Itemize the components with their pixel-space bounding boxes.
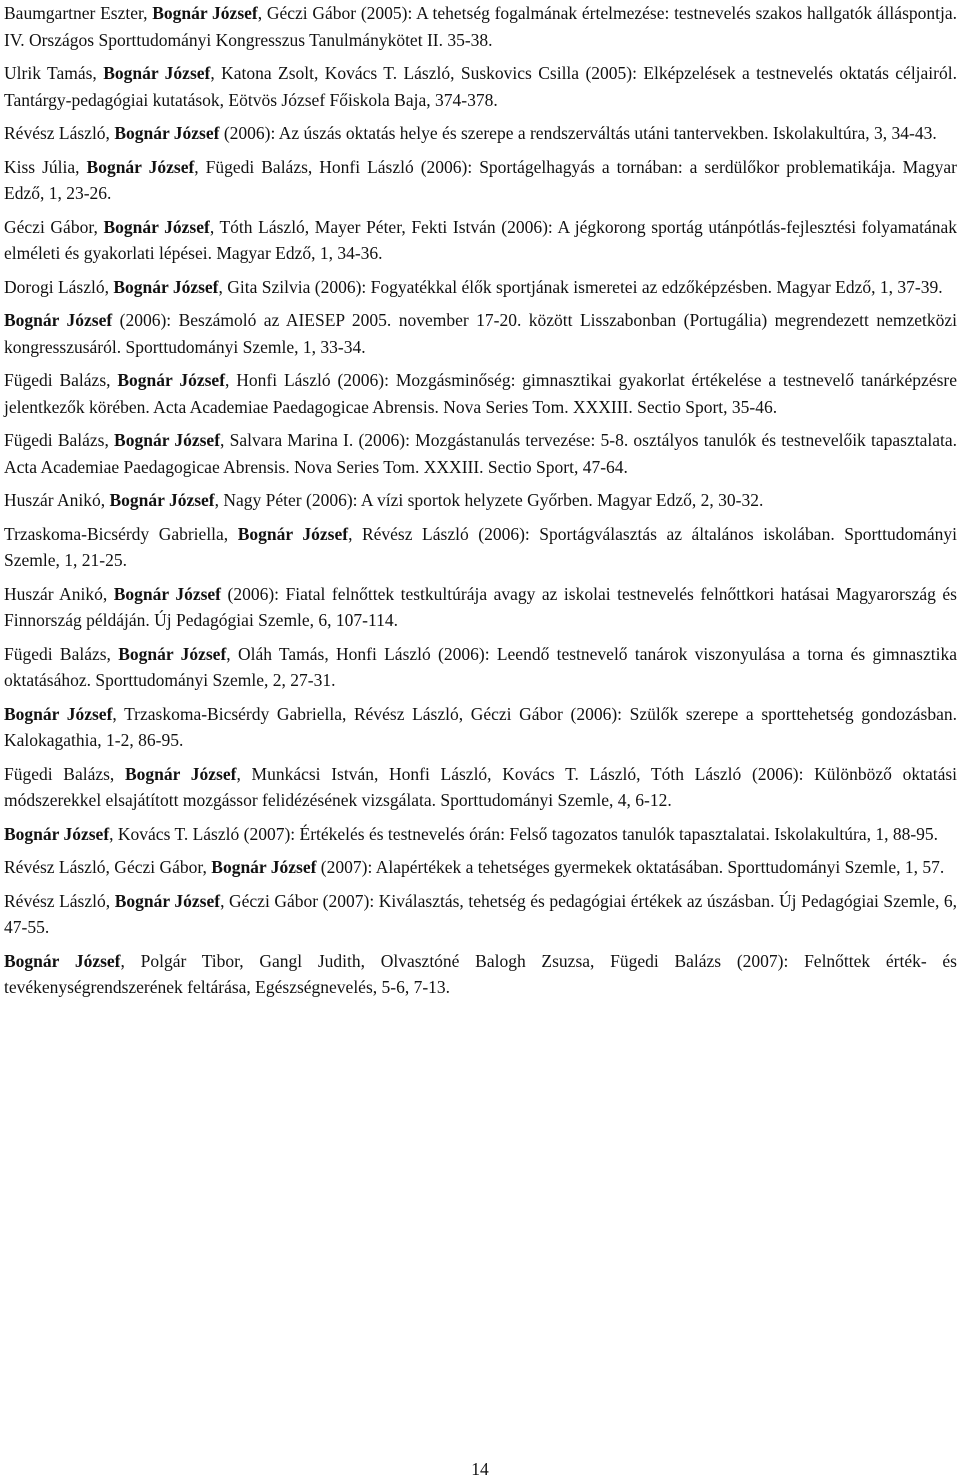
- reference-authors-before: Fügedi Balázs,: [4, 430, 115, 450]
- reference-details: , Kovács T. László (2007): Értékelés és testnevelés órán: Felső tagozatos tanulók tapasztalatai. Iskolakultúra, 1, 88-95.: [109, 823, 939, 844]
- reference-authors-before: Révész László,: [4, 123, 115, 143]
- highlighted-author: Bognár József: [103, 216, 210, 237]
- reference-authors-before: Révész László, Géczi Gábor,: [4, 857, 212, 877]
- reference-entry: [4, 307, 957, 360]
- reference-details: , Géczi Gábor (2005): A tehetség fogalmának értelmezése: testnevelés szakos hallgatók álláspontja. IV. Országos Sporttudományi Kongresszus Tanulmánykötet II. 35-38.: [4, 3, 957, 50]
- reference-entry: [4, 214, 957, 267]
- reference-entry: [4, 487, 957, 514]
- highlighted-author: Bognár József: [4, 950, 121, 971]
- highlighted-author: Bognár József: [4, 310, 113, 330]
- reference-details: , Honfi László (2006): Mozgásminőség: gimnasztikai gyakorlat értékelése a testnevelő tanárképzésre jelentkezők körében. Acta Academiae Paedagogicae Abrensis. Nova Series Tom. XXXIII. Sectio Sport, 35-46.: [4, 370, 958, 417]
- reference-authors-before: Kiss Júlia,: [4, 156, 87, 177]
- reference-entry: [4, 948, 957, 1001]
- reference-entry: [4, 641, 957, 694]
- reference-details: , Trzaskoma-Bicsérdy Gabriella, Révész László, Géczi Gábor (2006): Szülők szerepe a sporttehetség gondozásban. Kalokagathia, 1-2, 86-95.: [4, 703, 958, 750]
- reference-authors-before: Révész László,: [4, 890, 115, 911]
- reference-entry: [4, 761, 957, 814]
- reference-authors-before: Huszár Anikó,: [4, 583, 114, 604]
- reference-entry: [4, 0, 957, 53]
- highlighted-author: Bognár József: [125, 763, 237, 784]
- reference-entry: [4, 154, 957, 207]
- highlighted-author: Bognár József: [237, 523, 349, 544]
- reference-entry: [4, 60, 957, 113]
- highlighted-author: Bognár József: [152, 3, 258, 23]
- page-number: 14: [471, 1459, 489, 1479]
- reference-entry: [4, 427, 957, 480]
- reference-details: (2006): Fiatal felnőttek testkultúrája avagy az iskolai testnevelés felnőttkori hatásai Magyarország és Finnország példáján. Új Pedagógiai Szemle, 6, 107-114.: [4, 583, 957, 630]
- reference-entry: [4, 274, 957, 301]
- reference-entry: [4, 701, 957, 754]
- highlighted-author: Bognár József: [114, 123, 220, 143]
- reference-authors-before: Dorogi László,: [4, 276, 114, 297]
- highlighted-author: Bognár József: [113, 583, 222, 604]
- reference-entry: [4, 521, 957, 574]
- reference-details: , Géczi Gábor (2007): Kiválasztás, tehetség és pedagógiai értékek az úszásban. Új Pedagógiai Szemle, 6, 47-55.: [4, 890, 958, 937]
- highlighted-author: Bognár József: [117, 370, 226, 390]
- reference-details: , Salvara Marina I. (2006): Mozgástanulás tervezése: 5-8. osztályos tanulók és testnevelőik tapasztalata. Acta Academiae Paedagogicae Abrensis. Nova Series Tom. XXXIII. Sectio Sport, 47-64.: [4, 430, 957, 477]
- reference-details: , Katona Zsolt, Kovács T. László, Suskovics Csilla (2005): Elképzelések a testnevelés oktatás céljairól. Tantárgy-pedagógiai kutatások, Eötvös József Főiskola Baja, 374-378.: [4, 63, 957, 110]
- reference-details: , Oláh Tamás, Honfi László (2006): Leendő testnevelő tanárok viszonyulása a torna és gimnasztika oktatásához. Sporttudományi Szemle, 2, 27-31.: [4, 643, 957, 690]
- highlighted-author: Bognár József: [114, 890, 221, 911]
- reference-authors-before: Fügedi Balázs,: [4, 763, 125, 784]
- reference-authors-before: Ulrik Tamás,: [4, 63, 104, 83]
- highlighted-author: Bognár József: [118, 643, 227, 664]
- reference-details: , Nagy Péter (2006): A vízi sportok helyzete Győrben. Magyar Edző, 2, 30-32.: [214, 490, 764, 510]
- reference-details: , Gita Szilvia (2006): Fogyatékkal élők sportjának ismeretei az edzőképzésben. Magyar Edző, 1, 37-39.: [218, 276, 943, 297]
- reference-details: , Polgár Tibor, Gangl Judith, Olvasztóné Balogh Zsuzsa, Fügedi Balázs (2007): Felnőttek érték- és tevékenységrendszerének feltárása, Egészségnevelés, 5-6, 7-13.: [4, 950, 957, 997]
- highlighted-author: Bognár József: [4, 703, 113, 724]
- reference-details: (2006): Az úszás oktatás helye és szerepe a rendszerváltás utáni tantervekben. Iskolakultúra, 3, 34-43.: [219, 123, 937, 143]
- highlighted-author: Bognár József: [211, 857, 317, 877]
- reference-entry: [4, 367, 957, 420]
- reference-authors-before: Fügedi Balázs,: [4, 370, 118, 390]
- highlighted-author: Bognár József: [109, 490, 215, 510]
- reference-authors-before: Huszár Anikó,: [4, 490, 110, 510]
- reference-authors-before: Trzaskoma-Bicsérdy Gabriella,: [4, 523, 238, 544]
- reference-details: , Révész László (2006): Sportágválasztás az általános iskolában. Sporttudományi Szemle, 1, 21-25.: [4, 523, 958, 570]
- reference-authors-before: Géczi Gábor,: [4, 216, 104, 237]
- reference-entry: [4, 854, 957, 881]
- reference-authors-before: Fügedi Balázs,: [4, 643, 119, 664]
- highlighted-author: Bognár József: [4, 823, 110, 844]
- reference-details: , Fügedi Balázs, Honfi László (2006): Sportágelhagyás a tornában: a serdülőkor problematikája. Magyar Edző, 1, 23-26.: [4, 156, 957, 203]
- reference-entry: [4, 821, 957, 848]
- reference-entry: [4, 888, 957, 941]
- reference-entry: [4, 120, 957, 147]
- highlighted-author: Bognár József: [103, 63, 211, 83]
- reference-details: , Munkácsi István, Honfi László, Kovács T. László, Tóth László (2006): Különböző oktatási módszerekkel elsajátított mozgássor felidézésének vizsgálata. Sporttudományi Szemle, 4, 6-12.: [4, 763, 958, 810]
- reference-details: , Tóth László, Mayer Péter, Fekti István (2006): A jégkorong sportág utánpótlás-fejlesztési folyamatának elméleti és gyakorlati lépései. Magyar Edző, 1, 34-36.: [4, 216, 957, 263]
- reference-details: (2006): Beszámoló az AIESEP 2005. november 17-20. között Lisszabonban (Portugália) megrendezett nemzetközi kongresszusáról. Sporttudományi Szemle, 1, 33-34.: [4, 310, 957, 357]
- highlighted-author: Bognár József: [113, 276, 219, 297]
- highlighted-author: Bognár József: [114, 430, 221, 450]
- highlighted-author: Bognár József: [86, 156, 195, 177]
- reference-authors-before: Baumgartner Eszter,: [4, 3, 153, 23]
- reference-entry: [4, 581, 957, 634]
- reference-list: [4, 0, 957, 1008]
- reference-details: (2007): Alapértékek a tehetséges gyermekek oktatásában. Sporttudományi Szemle, 1, 57.: [316, 857, 945, 877]
